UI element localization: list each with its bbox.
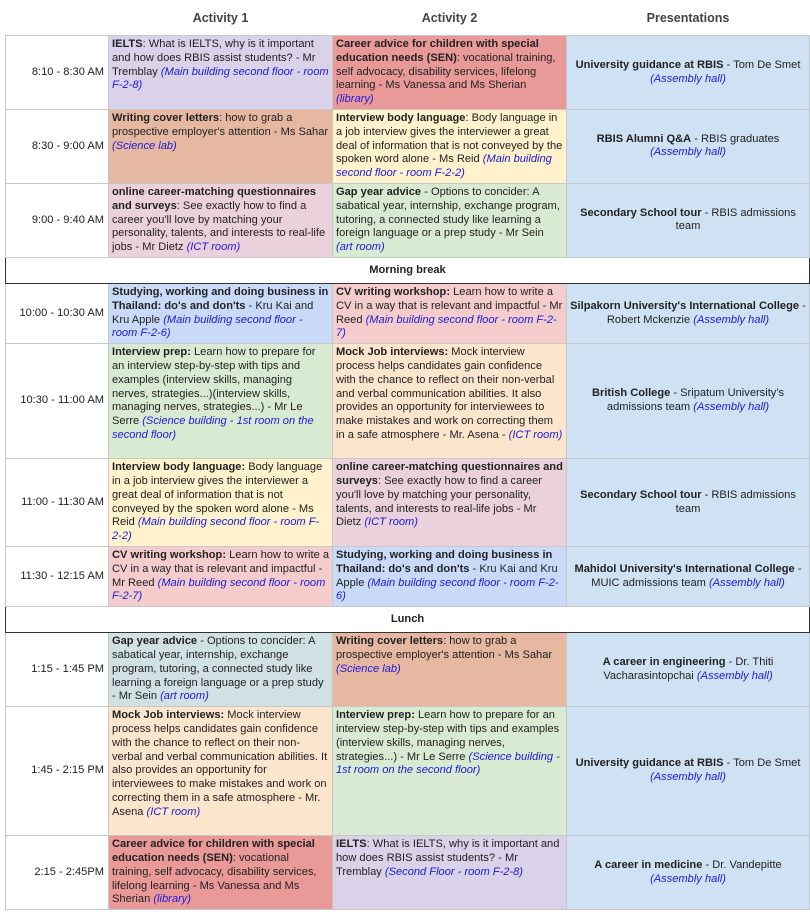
activity1-cell xyxy=(109,36,333,110)
time-cell: 11:00 - 11:30 AM xyxy=(6,459,109,547)
session-title: Gap year advice xyxy=(336,185,422,198)
session-title: A career in medicine xyxy=(594,858,703,871)
session-title: Silpakorn University's International College xyxy=(570,299,800,312)
session-title: Interview body language xyxy=(336,112,466,124)
session-desc: Mock interview process helps candidates gain confidence with the chance to reflect on their non-verbal and verbal communication abilities. It also provides an opportunity for interviewees to make mistakes and work on correcting them in a safe atmosphere - Mr. Asena xyxy=(112,709,328,818)
time-cell: 9:00 - 9:40 AM xyxy=(6,183,109,257)
session-location: (ICT room) xyxy=(186,241,241,254)
session-title: Interview prep: xyxy=(336,709,415,722)
presentation-cell xyxy=(567,36,810,110)
activity1-cell xyxy=(109,183,333,257)
activity1-header: Activity 1 xyxy=(192,10,249,25)
session-location: (Main building second floor - room F-2-8) xyxy=(112,65,329,92)
session-location: (Main building second floor - room F-2-2) xyxy=(336,153,552,180)
time-header xyxy=(6,0,109,36)
session-location: (Assembly hall) xyxy=(693,401,770,414)
activity2-cell xyxy=(333,344,567,459)
session-title: Mock Job interviews: xyxy=(112,709,225,722)
session-location: (ICT room) xyxy=(146,805,201,818)
schedule-row xyxy=(6,36,810,110)
session-title: Studying, working and doing business in Thailand: do's and don'ts xyxy=(112,285,329,312)
session-desc: : how to grab a prospective employer's attention - Ms Sahar xyxy=(112,112,329,138)
session-title: Mock Job interviews: xyxy=(336,346,449,359)
session-title: online career-matching questionnaires and surveys xyxy=(112,185,317,212)
session-title: RBIS Alumni Q&A xyxy=(596,132,692,145)
session-desc: Body language in a job interview gives the interviewer a great deal of information that is not conveyed by the spoken word alone - Ms Reid xyxy=(112,461,323,529)
session-location: (Science lab) xyxy=(112,139,177,152)
time-cell: 11:30 - 12:15 AM xyxy=(6,546,109,606)
presentation-cell xyxy=(567,707,810,836)
session-location: (Science building - 1st room on the second floor) xyxy=(112,415,314,441)
activity1-cell xyxy=(109,110,333,184)
session-desc: - RBIS admissions team xyxy=(675,488,796,515)
schedule-row xyxy=(6,283,810,343)
session-desc: Learn how to write a CV in a way that is relevant and impactful - Mr Reed xyxy=(112,548,330,589)
session-desc: - Sripatum University's admissions team xyxy=(606,387,784,414)
session-desc: - Dr. Thiti Vacharasintopchai xyxy=(603,655,774,682)
activity1-cell xyxy=(109,283,333,343)
session-desc: : vocational training, self advocacy, disability services, lifelong learning - Ms Vanessa and Ms Sherian xyxy=(112,851,317,906)
session-title: Career advice for children with special education needs (SEN) xyxy=(336,38,539,64)
session-desc: : See exactly how to find a career you'll love by matching your personality, talents, and interests to real-life jobs - Mr Dietz xyxy=(112,199,326,254)
session-title: Career advice for children with special education needs (SEN) xyxy=(112,838,315,864)
break-row xyxy=(6,257,810,283)
time-cell: 8:10 - 8:30 AM xyxy=(6,36,109,110)
session-title: IELTS xyxy=(112,38,143,50)
session-desc: : See exactly how to find a career you'll love by matching your personality, talents, and interests to real-life jobs - Mr Dietz xyxy=(336,474,542,529)
session-title: CV writing workshop: xyxy=(336,285,451,298)
time-cell: 10:00 - 10:30 AM xyxy=(6,283,109,343)
session-location: (Assembly hall) xyxy=(650,872,726,885)
session-title: Mahidol University's International College xyxy=(574,562,795,575)
session-desc: : What is IELTS, why is it important and how does RBIS assist students? - Mr Tremblay xyxy=(336,838,560,878)
schedule-row xyxy=(6,344,810,459)
session-location: (Science lab) xyxy=(336,662,401,675)
session-desc: Learn how to prepare for an interview step-by-step with tips and examples (interview skills, managing nerves, strategies...)(interview skills, managing nerves, strategies...) - Mr Le Serre xyxy=(112,346,316,428)
schedule-row xyxy=(6,707,810,836)
schedule-table xyxy=(5,0,810,910)
session-title: Writing cover letters xyxy=(112,112,220,124)
session-title: A career in engineering xyxy=(602,655,726,668)
session-location: (Assembly hall) xyxy=(650,72,726,85)
time-cell: 2:15 - 2:45PM xyxy=(6,836,109,910)
session-location: (Assembly hall) xyxy=(693,313,770,326)
activity1-cell xyxy=(109,836,333,910)
session-location: (Second Floor - room F-2-8) xyxy=(384,865,523,878)
session-desc: - Kru Kai and Kru Apple xyxy=(336,562,558,589)
session-desc: - Kru Kai and Kru Apple xyxy=(112,299,314,326)
session-desc: - RBIS admissions team xyxy=(675,206,796,233)
activity2-cell xyxy=(333,110,567,184)
activity2-cell xyxy=(333,707,567,836)
session-title: Writing cover letters xyxy=(336,635,444,648)
activity2-cell xyxy=(333,633,567,707)
session-desc: - Tom De Smet xyxy=(723,757,801,770)
session-title: Secondary School tour xyxy=(580,488,702,501)
presentation-cell xyxy=(567,546,810,606)
session-desc: : vocational training, self advocacy, disability services, lifelong learning - Ms Vanessa and Ms Sherian xyxy=(336,51,556,92)
session-desc: - Dr. Vandepitte xyxy=(702,858,782,871)
activity2-cell xyxy=(333,36,567,110)
presentation-cell xyxy=(567,183,810,257)
session-location: (Main building second floor - room F-2-2) xyxy=(112,516,320,543)
session-location: (Assembly hall) xyxy=(650,146,726,159)
session-location: (Assembly hall) xyxy=(650,771,726,784)
presentation-cell xyxy=(567,344,810,459)
session-desc: - Robert Mckenzie xyxy=(606,299,806,326)
session-location: (Assembly hall) xyxy=(696,669,773,682)
session-location: (Main building second floor - room F-2-6) xyxy=(336,576,559,603)
presentation-cell xyxy=(567,633,810,707)
session-title: British College xyxy=(592,387,671,400)
session-location: (Main building second floor - room F-2-6) xyxy=(112,313,303,340)
session-location: (library) xyxy=(336,93,374,106)
presentation-cell xyxy=(567,459,810,547)
activity2-cell xyxy=(333,836,567,910)
session-title: University guidance at RBIS xyxy=(575,58,724,71)
activity2-cell xyxy=(333,546,567,606)
schedule-row xyxy=(6,546,810,606)
schedule-row xyxy=(6,633,810,707)
session-location: (art room) xyxy=(336,241,385,254)
session-title: Interview body language: xyxy=(112,461,246,474)
session-location: (Main building second floor - room F-2-7) xyxy=(336,313,557,340)
session-location: (ICT room) xyxy=(508,428,563,441)
activity2-cell xyxy=(333,459,567,547)
time-cell: 8:30 - 9:00 AM xyxy=(6,110,109,184)
activity2-cell xyxy=(333,283,567,343)
activity1-cell xyxy=(109,459,333,547)
session-location: (ICT room) xyxy=(364,516,418,529)
session-desc: Learn how to prepare for an interview step-by-step with tips and examples (interview skills, managing nerves, strategies...) - Mr Le Serre xyxy=(336,709,560,763)
activity1-cell xyxy=(109,344,333,459)
session-title: University guidance at RBIS xyxy=(575,757,724,770)
session-desc: Learn how to write a CV in a way that is relevant and impactful - Mr Reed xyxy=(336,285,563,326)
activity1-cell xyxy=(109,633,333,707)
session-title: online career-matching questionnaires and surveys xyxy=(336,461,563,487)
activity2-header: Activity 2 xyxy=(421,10,478,25)
break-label: Lunch xyxy=(6,607,810,633)
session-desc: - Options to concider: A sabatical year, internship, exchange program, tutoring, a connected study like learning a foreign language or a prep study - Mr Sein xyxy=(112,635,324,703)
schedule-row xyxy=(6,836,810,910)
session-desc: - RBIS graduates xyxy=(691,132,780,145)
schedule-row xyxy=(6,183,810,257)
header-row xyxy=(6,0,810,36)
activity2-cell xyxy=(333,183,567,257)
time-cell: 1:15 - 1:45 PM xyxy=(6,633,109,707)
session-location: (library) xyxy=(153,893,191,906)
presentation-cell xyxy=(567,110,810,184)
time-cell: 10:30 - 11:00 AM xyxy=(6,344,109,459)
session-title: IELTS xyxy=(336,838,367,851)
activity1-cell xyxy=(109,707,333,836)
session-location: (Assembly hall) xyxy=(708,576,785,589)
time-cell: 1:45 - 2:15 PM xyxy=(6,707,109,836)
session-location: (Main building second floor - room F-2-7) xyxy=(112,576,326,603)
session-title: Studying, working and doing business in Thailand: do's and don'ts xyxy=(336,548,553,575)
presentation-cell xyxy=(567,283,810,343)
session-desc: Mock interview process helps candidates gain confidence with the chance to reflect on their non-verbal and verbal communication abilities. It also provides an opportunity for interviewees to make mistakes and work on correcting them in a safe atmosphere - Mr. Asena - xyxy=(336,346,555,441)
session-title: CV writing workshop: xyxy=(112,548,227,561)
session-title: Gap year advice xyxy=(112,635,198,648)
break-label: Morning break xyxy=(6,257,810,283)
activity1-cell xyxy=(109,546,333,606)
session-location: (art room) xyxy=(160,690,209,703)
presentations-header: Presentations xyxy=(646,10,730,25)
presentation-cell xyxy=(567,836,810,910)
session-title: Interview prep: xyxy=(112,346,191,359)
session-title: Secondary School tour xyxy=(580,206,702,219)
session-desc: : how to grab a prospective employer's attention - Ms Sahar xyxy=(336,635,553,661)
session-desc: - Options to concider: A sabatical year, internship, exchange program, tutoring, a connected study like learning a foreign language or a prep study - Mr Sein xyxy=(336,185,560,240)
session-desc: : What is IELTS, why is it important and how does RBIS assist students? - Mr Tremblay xyxy=(112,38,316,78)
session-desc: - MUIC admissions team xyxy=(591,562,802,589)
session-desc: - Tom De Smet xyxy=(723,58,801,71)
break-row xyxy=(6,607,810,633)
session-desc: : Body language in a job interview gives the interviewer a great deal of information that is not conveyed by the spoken word alone - Ms Reid xyxy=(336,112,563,166)
session-location: (Science building - 1st room on the second floor) xyxy=(336,750,560,777)
schedule-row xyxy=(6,110,810,184)
schedule-row xyxy=(6,459,810,547)
